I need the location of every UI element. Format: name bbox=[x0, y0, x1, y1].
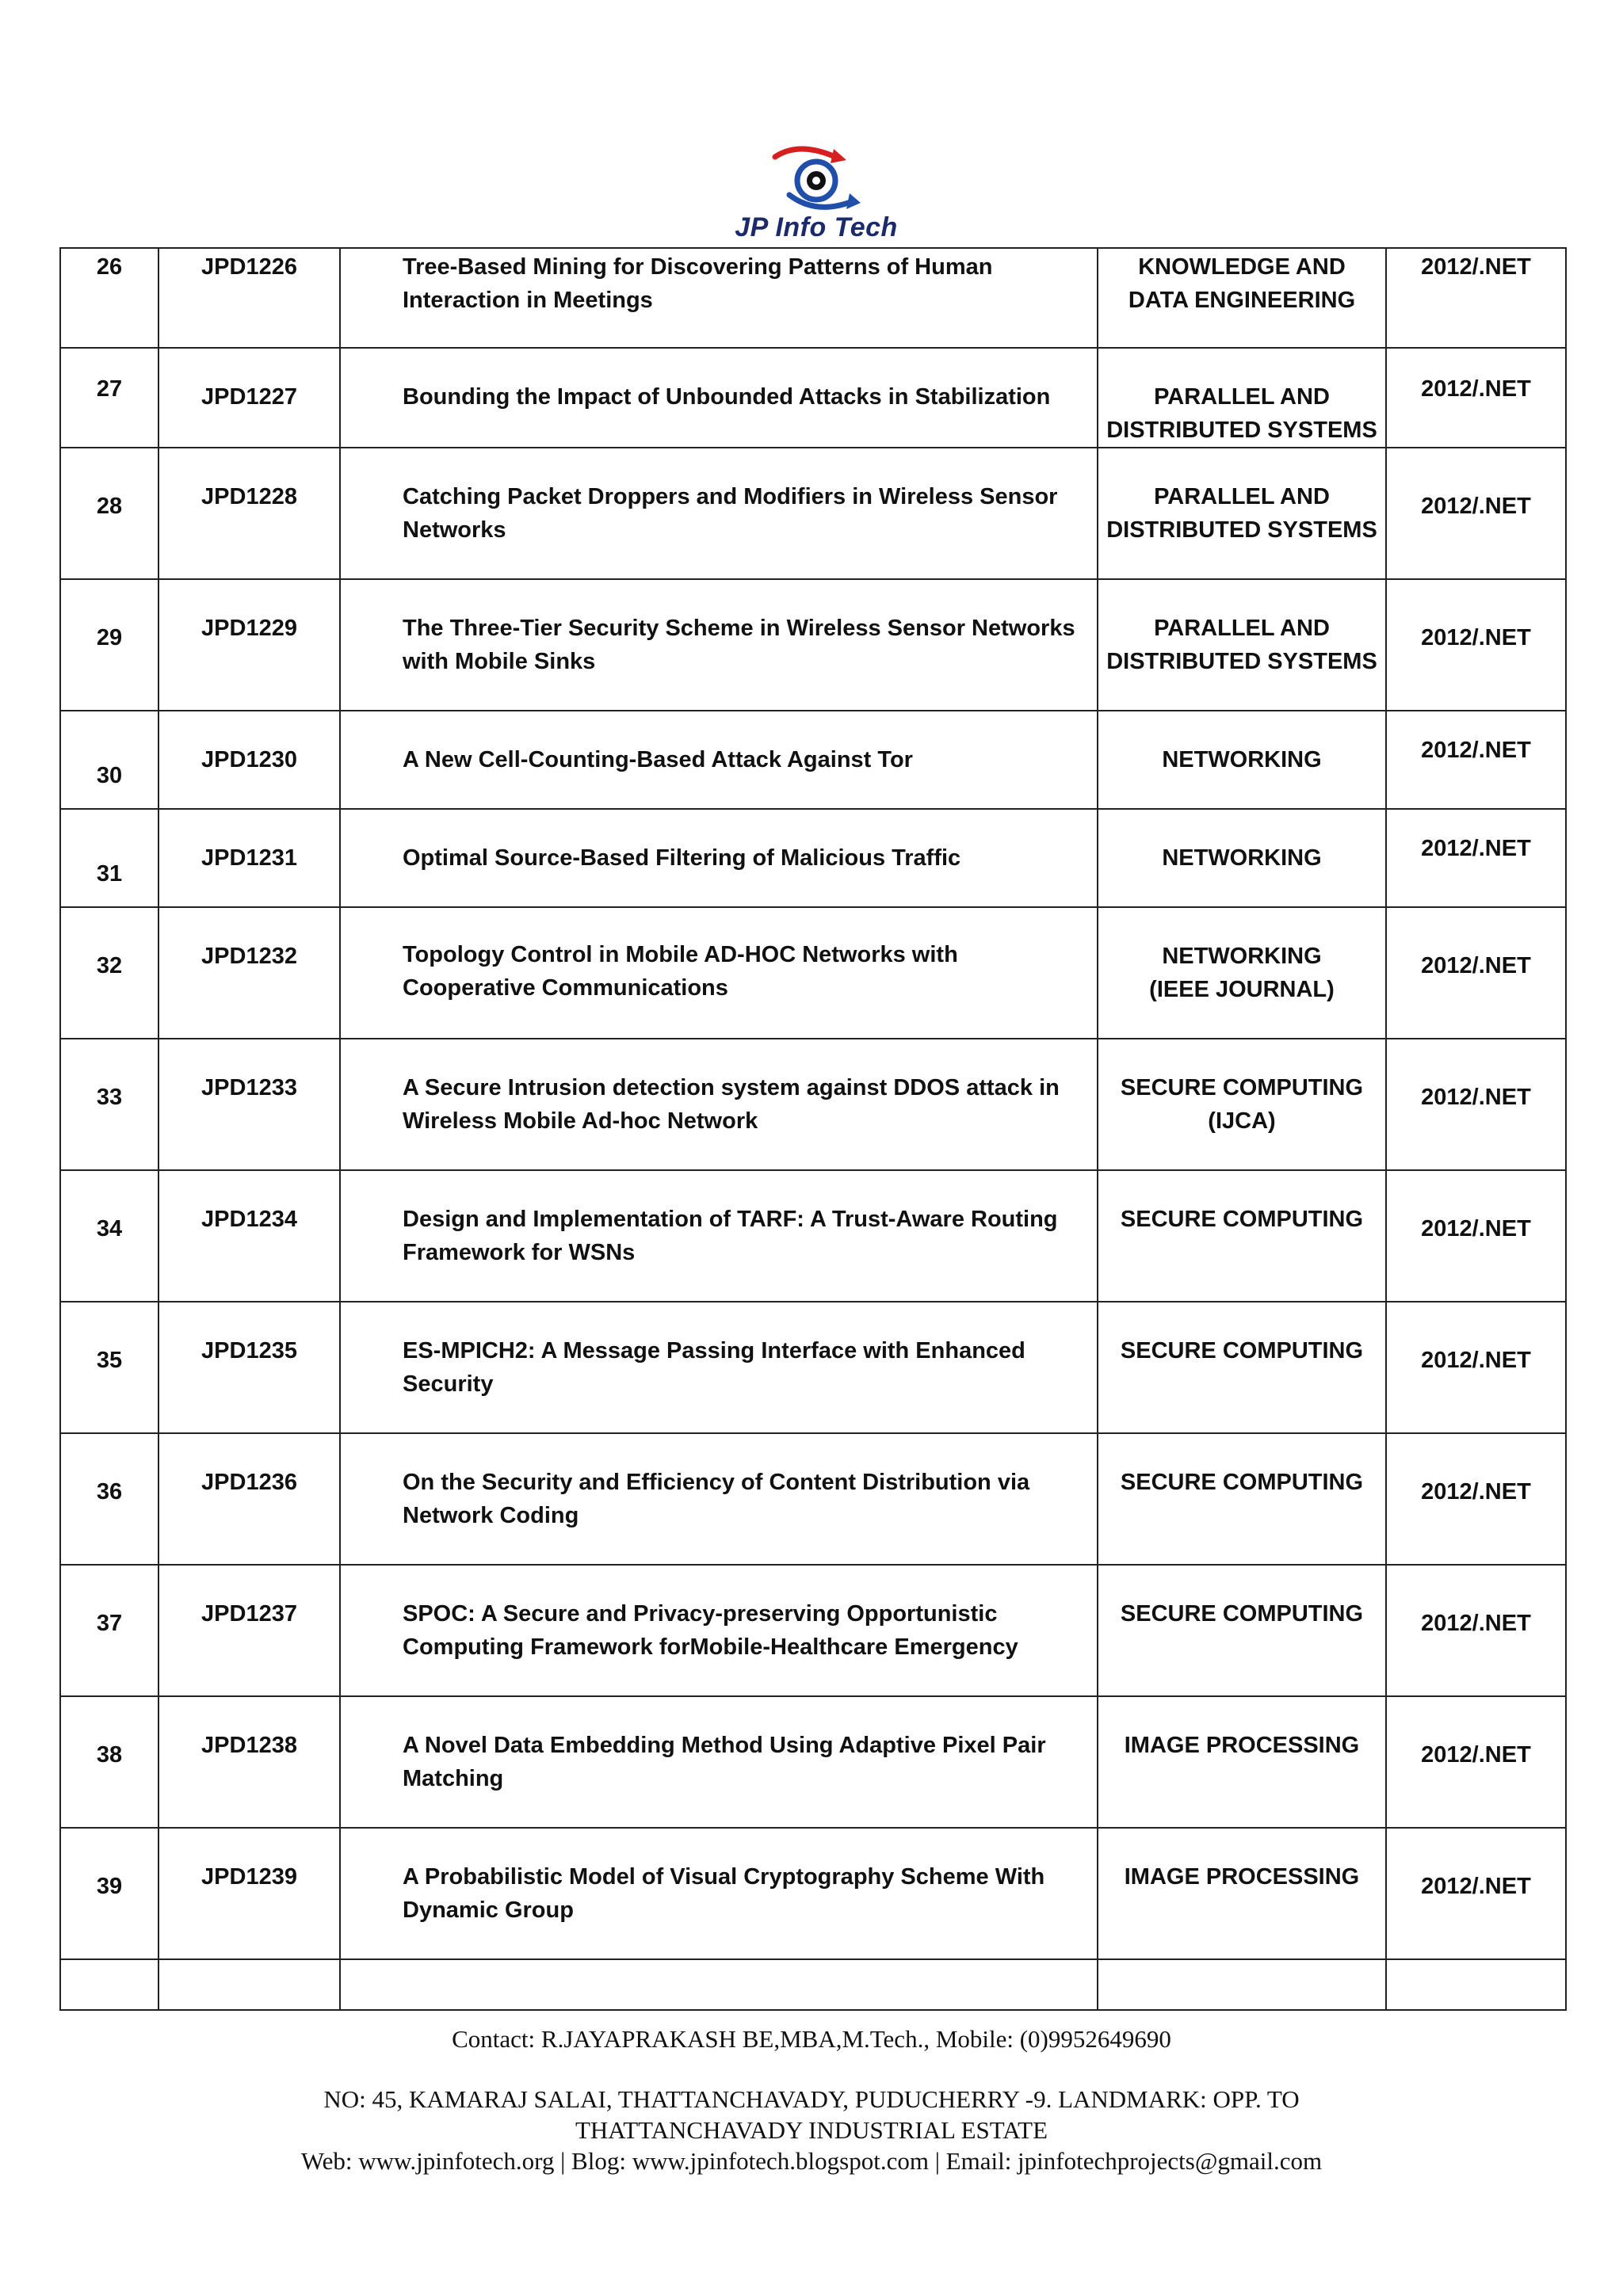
project-domain bbox=[1098, 1696, 1386, 1828]
project-domain bbox=[1098, 1828, 1386, 1959]
project-code: JPD1236 bbox=[158, 1433, 340, 1565]
domain-line: PARALLEL AND bbox=[1154, 384, 1330, 410]
domain-line: SECURE COMPUTING bbox=[1120, 1601, 1364, 1627]
row-number: 31 bbox=[60, 809, 158, 907]
project-year: 2012/.NET bbox=[1386, 1696, 1566, 1828]
project-domain bbox=[1098, 711, 1386, 809]
project-code: JPD1239 bbox=[158, 1828, 340, 1959]
project-code: JPD1234 bbox=[158, 1170, 340, 1302]
project-code: JPD1231 bbox=[158, 809, 340, 907]
project-code: JPD1232 bbox=[158, 907, 340, 1039]
footer-contact: Contact: R.JAYAPRAKASH BE,MBA,M.Tech., Mobile: (0)9952649690 bbox=[452, 2025, 1171, 2053]
table-row bbox=[60, 711, 1566, 809]
project-code: JPD1237 bbox=[158, 1565, 340, 1696]
project-title bbox=[340, 711, 1098, 809]
table-row bbox=[60, 1696, 1566, 1828]
project-domain bbox=[1098, 907, 1386, 1039]
project-domain bbox=[1098, 348, 1386, 448]
domain-line: IMAGE PROCESSING bbox=[1124, 1733, 1360, 1758]
project-year: 2012/.NET bbox=[1386, 1039, 1566, 1170]
project-title bbox=[340, 1170, 1098, 1302]
project-domain bbox=[1098, 1433, 1386, 1565]
domain-line: KNOWLEDGE AND bbox=[1138, 254, 1346, 280]
company-logo bbox=[705, 143, 927, 246]
footer-address-line2: THATTANCHAVADY INDUSTRIAL ESTATE bbox=[575, 2116, 1048, 2144]
row-number: 28 bbox=[60, 448, 158, 579]
title-line: Framework for WSNs bbox=[403, 1240, 636, 1265]
project-domain bbox=[1098, 1302, 1386, 1433]
row-number: 29 bbox=[60, 579, 158, 711]
project-title bbox=[340, 1696, 1098, 1828]
title-line: Interaction in Meetings bbox=[403, 288, 653, 313]
project-code: JPD1238 bbox=[158, 1696, 340, 1828]
title-line: Computing Framework forMobile-Healthcare Emergency bbox=[403, 1634, 1018, 1660]
title-line: A Novel Data Embedding Method Using Adaptive Pixel Pair bbox=[403, 1733, 1046, 1758]
domain-line: SECURE COMPUTING bbox=[1120, 1338, 1364, 1363]
row-number: 35 bbox=[60, 1302, 158, 1433]
table-row bbox=[60, 579, 1566, 711]
table-row bbox=[60, 1828, 1566, 1959]
project-year: 2012/.NET bbox=[1386, 1170, 1566, 1302]
project-code: JPD1230 bbox=[158, 711, 340, 809]
domain-line: PARALLEL AND bbox=[1154, 484, 1330, 509]
domain-line: SECURE COMPUTING bbox=[1120, 1470, 1364, 1495]
table-row bbox=[60, 809, 1566, 907]
table-row bbox=[60, 248, 1566, 348]
empty-cell bbox=[1098, 1959, 1386, 2010]
domain-line: DATA ENGINEERING bbox=[1128, 288, 1356, 313]
title-line: Cooperative Communications bbox=[403, 975, 728, 1001]
project-year: 2012/.NET bbox=[1386, 1565, 1566, 1696]
row-number: 26 bbox=[60, 248, 158, 348]
title-line: Network Coding bbox=[403, 1503, 579, 1528]
row-number: 30 bbox=[60, 711, 158, 809]
domain-line: (IJCA) bbox=[1208, 1108, 1276, 1134]
title-line: A New Cell-Counting-Based Attack Against Tor bbox=[403, 747, 913, 772]
projects-table bbox=[59, 247, 1567, 2011]
domain-line: DISTRIBUTED SYSTEMS bbox=[1106, 649, 1377, 674]
domain-line: (IEEE JOURNAL) bbox=[1149, 977, 1335, 1002]
row-number: 38 bbox=[60, 1696, 158, 1828]
project-title bbox=[340, 907, 1098, 1039]
project-code: JPD1227 bbox=[158, 348, 340, 448]
title-line: Matching bbox=[403, 1766, 504, 1791]
empty-cell bbox=[158, 1959, 340, 2010]
project-code: JPD1233 bbox=[158, 1039, 340, 1170]
title-line: SPOC: A Secure and Privacy-preserving Opportunistic bbox=[403, 1601, 998, 1627]
title-line: Wireless Mobile Ad-hoc Network bbox=[403, 1108, 758, 1134]
project-code: JPD1235 bbox=[158, 1302, 340, 1433]
project-year: 2012/.NET bbox=[1386, 809, 1566, 907]
row-number: 33 bbox=[60, 1039, 158, 1170]
footer-web: Web: www.jpinfotech.org | Blog: www.jpinfotech.blogspot.com | Email: jpinfotechprojects@gmail.com bbox=[300, 2147, 1323, 2175]
row-number: 34 bbox=[60, 1170, 158, 1302]
project-domain bbox=[1098, 1170, 1386, 1302]
title-line: Security bbox=[403, 1371, 494, 1397]
project-title bbox=[340, 1039, 1098, 1170]
project-domain bbox=[1098, 579, 1386, 711]
logo-brand-text: JP Info Tech bbox=[735, 212, 898, 242]
project-title bbox=[340, 1828, 1098, 1959]
project-year: 2012/.NET bbox=[1386, 448, 1566, 579]
project-domain bbox=[1098, 809, 1386, 907]
logo-swirl-icon bbox=[767, 143, 865, 215]
table-row bbox=[60, 1039, 1566, 1170]
empty-cell bbox=[60, 1959, 158, 2010]
project-title bbox=[340, 1302, 1098, 1433]
row-number: 37 bbox=[60, 1565, 158, 1696]
table-row bbox=[60, 907, 1566, 1039]
project-title bbox=[340, 579, 1098, 711]
title-line: A Secure Intrusion detection system against DDOS attack in bbox=[403, 1075, 1060, 1100]
title-line: Optimal Source-Based Filtering of Malicious Traffic bbox=[403, 845, 961, 871]
project-code: JPD1229 bbox=[158, 579, 340, 711]
table-row bbox=[60, 1433, 1566, 1565]
project-title bbox=[340, 1433, 1098, 1565]
title-line: Tree-Based Mining for Discovering Patterns of Human bbox=[403, 254, 993, 280]
title-line: The Three-Tier Security Scheme in Wireless Sensor Networks bbox=[403, 616, 1075, 641]
project-year: 2012/.NET bbox=[1386, 348, 1566, 448]
title-line: ES-MPICH2: A Message Passing Interface with Enhanced bbox=[403, 1338, 1025, 1363]
table-row bbox=[60, 348, 1566, 448]
project-year: 2012/.NET bbox=[1386, 579, 1566, 711]
table-row bbox=[60, 1170, 1566, 1302]
domain-line: NETWORKING bbox=[1162, 845, 1322, 871]
row-number: 39 bbox=[60, 1828, 158, 1959]
row-number: 27 bbox=[60, 348, 158, 448]
domain-line: DISTRIBUTED SYSTEMS bbox=[1106, 517, 1377, 543]
row-number: 36 bbox=[60, 1433, 158, 1565]
project-title bbox=[340, 809, 1098, 907]
empty-cell bbox=[1386, 1959, 1566, 2010]
empty-cell bbox=[340, 1959, 1098, 2010]
title-line: Dynamic Group bbox=[403, 1897, 574, 1923]
table-row bbox=[60, 1565, 1566, 1696]
project-title bbox=[340, 348, 1098, 448]
project-code: JPD1228 bbox=[158, 448, 340, 579]
project-year: 2012/.NET bbox=[1386, 711, 1566, 809]
project-domain bbox=[1098, 248, 1386, 348]
project-title bbox=[340, 1565, 1098, 1696]
row-number: 32 bbox=[60, 907, 158, 1039]
domain-line: DISTRIBUTED SYSTEMS bbox=[1106, 418, 1377, 443]
domain-line: NETWORKING bbox=[1162, 747, 1322, 772]
table-row bbox=[60, 448, 1566, 579]
project-code: JPD1226 bbox=[158, 248, 340, 348]
project-domain bbox=[1098, 448, 1386, 579]
title-line: with Mobile Sinks bbox=[403, 649, 596, 674]
title-line: Networks bbox=[403, 517, 506, 543]
footer-address-line1: NO: 45, KAMARAJ SALAI, THATTANCHAVADY, PUDUCHERRY -9. LANDMARK: OPP. TO bbox=[323, 2085, 1300, 2113]
title-line: Bounding the Impact of Unbounded Attacks in Stabilization bbox=[403, 384, 1051, 410]
domain-line: PARALLEL AND bbox=[1154, 616, 1330, 641]
project-title bbox=[340, 248, 1098, 348]
title-line: A Probabilistic Model of Visual Cryptography Scheme With bbox=[403, 1864, 1045, 1890]
title-line: Catching Packet Droppers and Modifiers in Wireless Sensor bbox=[403, 484, 1058, 509]
table-row-empty bbox=[60, 1959, 1566, 2010]
project-year: 2012/.NET bbox=[1386, 907, 1566, 1039]
project-year: 2012/.NET bbox=[1386, 248, 1566, 348]
domain-line: NETWORKING bbox=[1162, 944, 1322, 969]
table-row bbox=[60, 1302, 1566, 1433]
title-line: On the Security and Efficiency of Content Distribution via bbox=[403, 1470, 1030, 1495]
project-year: 2012/.NET bbox=[1386, 1433, 1566, 1565]
project-year: 2012/.NET bbox=[1386, 1302, 1566, 1433]
project-title bbox=[340, 448, 1098, 579]
title-line: Topology Control in Mobile AD-HOC Networks with bbox=[403, 942, 958, 967]
title-line: Design and Implementation of TARF: A Trust-Aware Routing bbox=[403, 1207, 1058, 1232]
domain-line: SECURE COMPUTING bbox=[1120, 1075, 1364, 1100]
project-domain bbox=[1098, 1565, 1386, 1696]
domain-line: IMAGE PROCESSING bbox=[1124, 1864, 1360, 1890]
project-year: 2012/.NET bbox=[1386, 1828, 1566, 1959]
domain-line: SECURE COMPUTING bbox=[1120, 1207, 1364, 1232]
project-domain bbox=[1098, 1039, 1386, 1170]
